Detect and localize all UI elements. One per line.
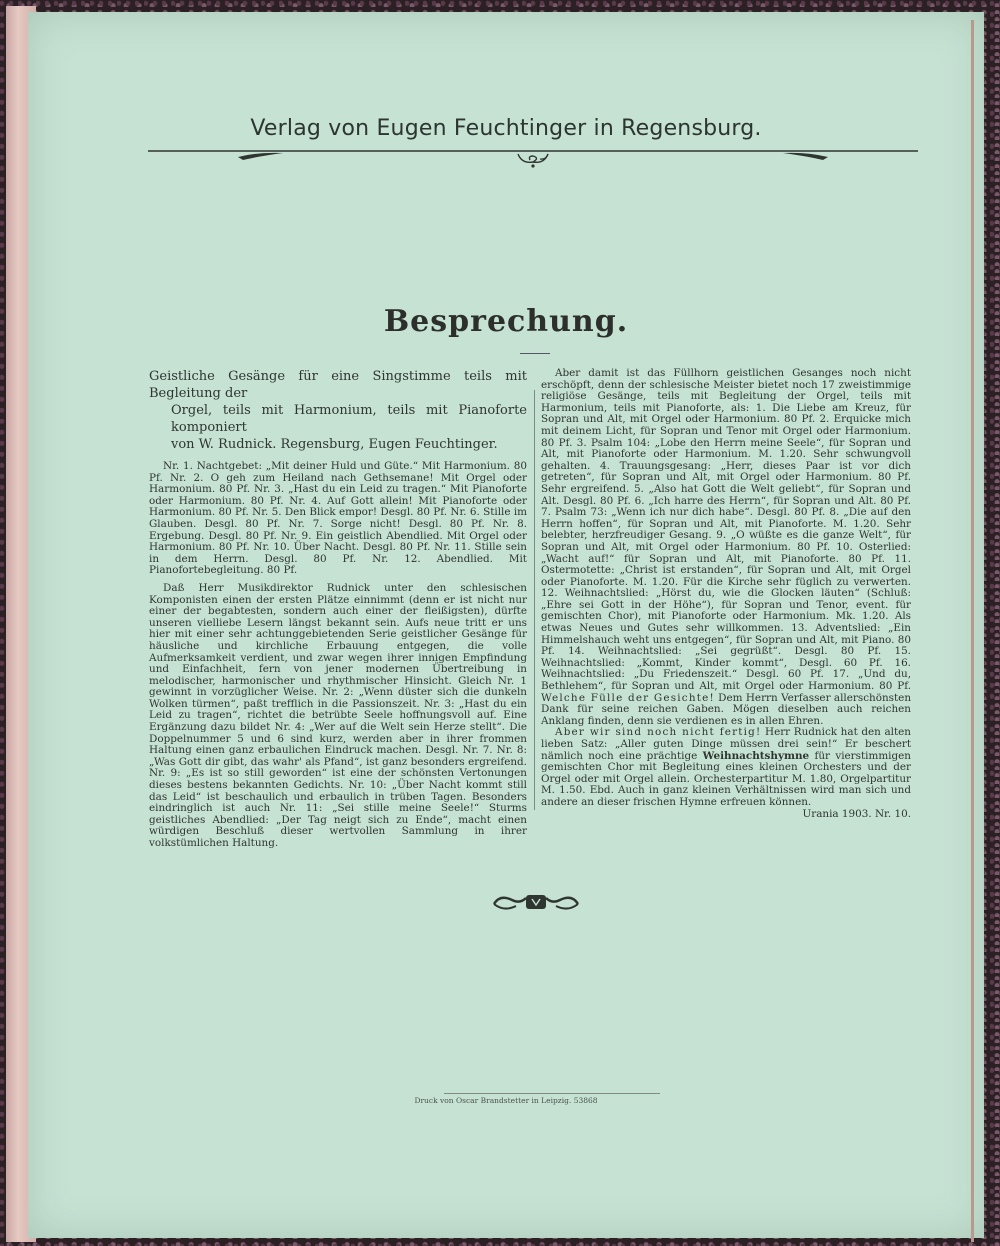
review-text: Dem Herrn Verfasser allerschönsten Dank für seine reichen Gaben. Mögen dieselben auch reichen Anklang finden, denn sie verdienen es in allen Ehren.	[541, 691, 912, 727]
work-title	[149, 368, 527, 453]
bold-emphasis: Weihnachtshymne	[702, 749, 810, 762]
page-edge-line	[971, 20, 974, 1242]
work-title-line: von W. Rudnick. Regensburg, Eugen Feuchtinger.	[171, 437, 498, 452]
column-divider	[534, 390, 535, 810]
review-paragraph: Daß Herr Musikdirektor Rudnick unter den schlesischen Komponisten einen der ersten Plätze einnimmt (denn er ist nicht nur einer der begabtesten, sondern auch einer der fleißigsten), dürfte unseren vielliebe Lesern längst bekannt sein. Aufs neue tritt er uns hier mit einer sehr achtunggebietenden Serie geistlicher Gesänge für häusliche und kirchliche Erbauung entgegen, die volle Aufmerksamkeit verdient, und zwar wegen ihrer innigen Empfindung und Einfachheit, fern von jener modernen Übertreibung in melodischer, harmonischer und rhythmischer Hinsicht. Gleich Nr. 1 gewinnt in vorzüglicher Weise. Nr. 2: „Wenn düster sich die dunkeln Wolken türmen“, paßt trefflich in die Passionszeit. Nr. 3: „Hast du ein Leid zu tragen“, richtet die betrübte Seele hoffnungsvoll auf. Eine Ergänzung dazu bildet Nr. 4: „Wer auf die Welt sein Herze stellt“. Die Doppelnummer 5 und 6 sind kurz, werden aber in ihrer frommen Haltung einen ganz erbaulichen Eindruck machen. Desgl. Nr. 7. Nr. 8: „Was Gott dir gibt, das wahr' als Pfand“, ist ganz besonders ergreifend. Nr. 9: „Es ist so still geworden“ ist eine der schönsten Vertonungen dieses bestens bekannten Gedichts. Nr. 10: „Über Nacht kommt still das Leid“ ist beschaulich und erbaulich in trüben Tagen. Besonders eindringlich ist auch Nr. 11: „Sei stille meine Seele!“ Sturms geistliches Abendlied: „Der Tag neigt sich zu Ende“, macht einen würdigen Beschluß dieser wertvollen Sammlung in ihrer volkstümlichen Haltung.	[149, 581, 527, 849]
review-paragraph	[541, 368, 911, 727]
review-heading: Besprechung.	[383, 304, 629, 339]
review-text: Herr Rudnick hat den alten lieben Satz: „Aller guten Dinge müssen drei sein!“ Er beschert nämlich noch eine prächtige	[541, 726, 911, 762]
right-column	[541, 368, 911, 820]
left-column	[149, 368, 527, 850]
page	[28, 12, 984, 1238]
spaced-emphasis: Welche Fülle der Gesichte!	[541, 691, 715, 704]
source-citation: Urania 1903. Nr. 10.	[802, 807, 911, 820]
review-text: Aber damit ist das Füllhorn geistlichen Gesanges noch nicht erschöpft, denn der schlesische Meister bietet noch 17 zweistimmige religiöse Gesänge, teils mit Begleitung der Orgel, teils mit Harmonium, teils mit Pianoforte, als: 1. Die Liebe am Kreuz, für Sopran und Alt, mit Orgel oder Harmonium. 80 Pf. 2. Erquicke mich mit deinem Licht, für Sopran und Tenor mit Orgel oder Harmonium. 80 Pf. 3. Psalm 104: „Lobe den Herrn meine Seele“, für Sopran und Alt, mit Pianoforte oder Harmonium. M. 1.20. Sehr schwungvoll gehalten. 4. Trauungsgesang: „Herr, dieses Paar ist vor dich getreten“, für Sopran und Alt, mit Orgel oder Harmonium. 80 Pf. Sehr ergreifend. 5. „Also hat Gott die Welt geliebt“, für Sopran und Alt. Desgl. 80 Pf. 6. „Ich harre des Herrn“, für Sopran und Alt. 80 Pf. 7. Psalm 73: „Wenn ich nur dich habe“. Desgl. 80 Pf. 8. „Die auf den Herrn hoffen“, für Sopran und Alt, mit Pianoforte. M. 1.20. Sehr belebter, herzfreudiger Gesang. 9. „O wüßte es die ganze Welt“, für Sopran und Alt, mit Orgel oder Harmonium. 80 Pf. 10. Osterlied: „Wacht auf!“ für Sopran und Alt, mit Pianoforte. 80 Pf. 11. Ostermotette: „Christ ist erstanden“, für Sopran und Alt, mit Orgel oder Pianoforte. M. 1.20. Für die Kirche sehr füglich zu verwerten. 12. Weihnachtslied: „Hörst du, wie die Glocken läuten“ (Schluß: „Ehre sei Gott in der Höhe“), für Sopran und Tenor, event. für gemischten Chor), mit Pianoforte oder Harmonium. Mk. 1.20. Als etwas Neues und Gutes sehr willkommen. 13. Adventslied: „Ein Himmelshauch weht uns entgegen“, für Sopran und Alt, mit Piano. 80 Pf. 14. Weihnachtslied: „Sei gegrüßt“. Desgl. 80 Pf. 15. Weihnachtslied: „Kommt, Kinder kommt“, Desgl. 60 Pf. 16. Weihnachtslied: „Du Friedenszeit.“ Desgl. 60 Pf. 17. „Und du, Bethlehem“, für Sopran und Alt, mit Orgel oder Harmonium. 80 Pf.	[541, 367, 911, 693]
footer-rule	[444, 1093, 660, 1094]
work-title-line: Geistliche Gesänge für eine Singstimme teils mit Begleitung der	[149, 369, 527, 401]
header-rule-ornament	[148, 148, 918, 178]
work-title-line: Orgel, teils mit Harmonium, teils mit Pianoforte komponiert	[171, 403, 527, 435]
printer-imprint: Druck von Oscar Brandstetter in Leipzig. 53868	[414, 1096, 598, 1105]
heading-rule	[520, 353, 550, 354]
vignette-ornament	[490, 890, 582, 916]
publisher-header: Verlag von Eugen Feuchtinger in Regensburg.	[250, 116, 762, 141]
review-text: für vierstimmigen gemischten Chor mit Begleitung eines kleinen Orchesters und der Orgel oder mit Orgel allein. Orchesterpartitur M. 1.80, Orgelpartitur M. 1.50. Ebd. Auch in ganz kleinen Verhältnissen wird man sich und andere an dieser frischen Hymne erfreuen können.	[541, 749, 911, 808]
review-paragraph	[541, 727, 911, 808]
spaced-emphasis: Aber wir sind noch nicht fertig!	[555, 726, 762, 739]
song-list-paragraph: Nr. 1. Nachtgebet: „Mit deiner Huld und Güte.“ Mit Harmonium. 80 Pf. Nr. 2. O geh zum Heiland nach Gethsemane! Mit Orgel oder Harmonium. 80 Pf. Nr. 3. „Hast du ein Leid zu tragen.“ Mit Pianoforte oder Harmonium. 80 Pf. Nr. 4. Auf Gott allein! Mit Pianoforte oder Harmonium. 80 Pf. Nr. 5. Den Blick empor! Desgl. 80 Pf. Nr. 6. Stille im Glauben. Desgl. 80 Pf. Nr. 7. Sorge nicht! Desgl. 80 Pf. Nr. 8. Ergebung. Desgl. 80 Pf. Nr. 9. Ein geistlich Abendlied. Mit Orgel oder Harmonium. 80 Pf. Nr. 10. Über Nacht. Desgl. 80 Pf. Nr. 11. Stille sein in dem Herrn. Desgl. 80 Pf. Nr. 12. Abendlied. Mit Pianofortebegleitung. 80 Pf.	[149, 460, 527, 577]
